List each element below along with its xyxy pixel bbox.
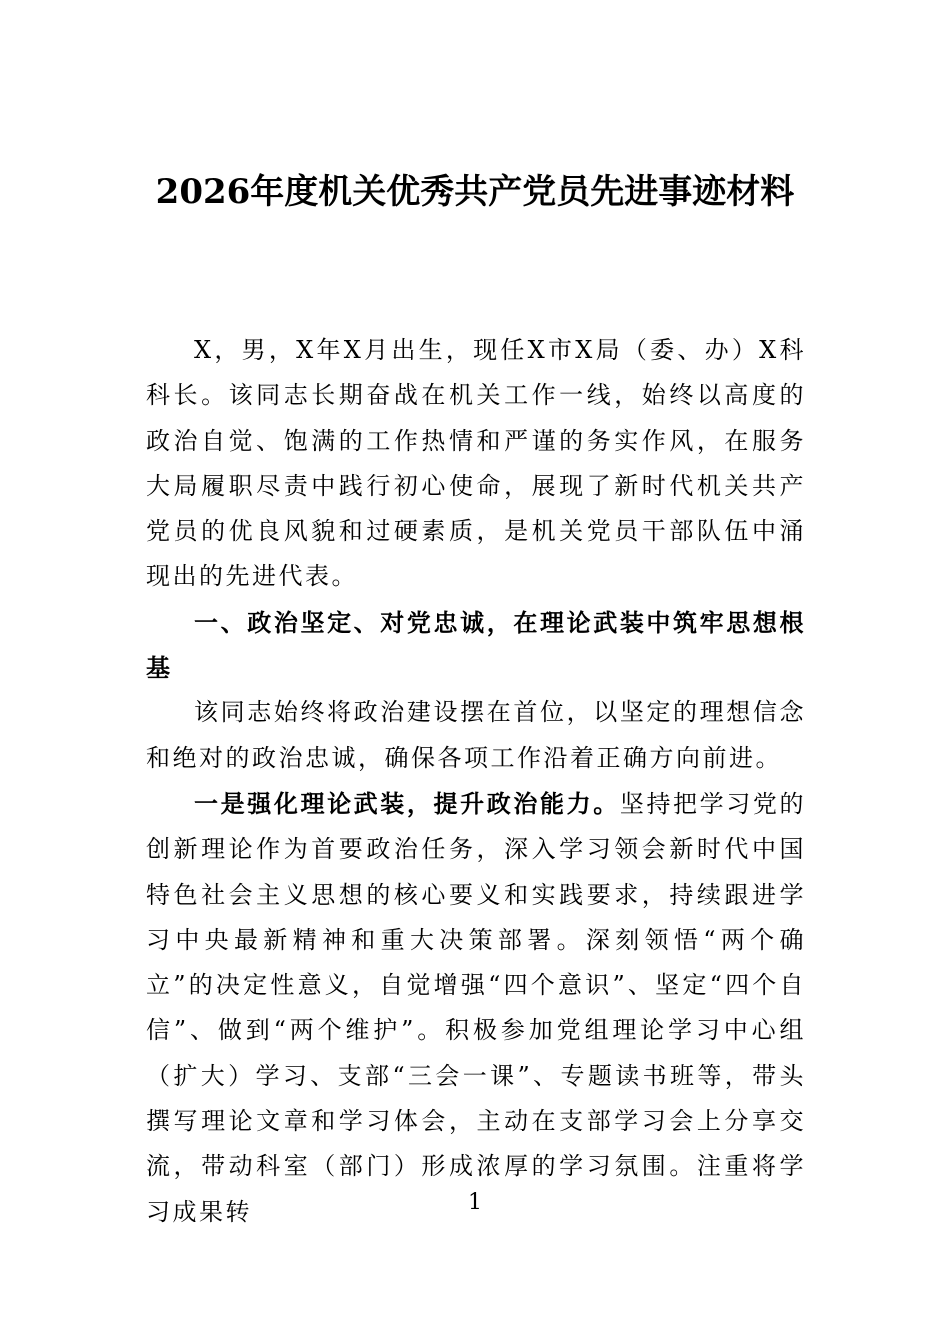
section-heading: 一、政治坚定、对党忠诚，在理论武装中筑牢思想根基 <box>146 607 806 683</box>
intro-paragraph: X，男，X年X月出生，现任X市X局（委、办）X科科长。该同志长期奋战在机关工作一线，始终以高度的政治自觉、饱满的工作热情和严谨的务实作风，在服务大局履职尽责中践行初心使命，展现了新时代机关共产党员的优良风貌和过硬素质，是机关党员干部队伍中涌现出的先进代表。 <box>146 336 806 591</box>
point-body-text: 坚持把学习党的创新理论作为首要政治任务，深入学习领会新时代中国特色社会主义思想的核心要义和实践要求，持续跟进学习中央最新精神和重大决策部署。深刻领悟“两个确立”的决定性意义，自觉增强“四个意识”、坚定“四个自信”、做到“两个维护”。积极参加党组理论学习中心组（扩大）学习、支部“三会一课”、专题读书班等，带头撰写理论文章和学习体会，主动在支部学习会上分享交流，带动科室（部门）形成浓厚的学习氛围。注重将学习成果转 <box>146 789 807 1226</box>
section-intro-paragraph: 该同志始终将政治建设摆在首位，以坚定的理想信念和绝对的政治忠诚，确保各项工作沿着正确方向前进。 <box>146 698 806 772</box>
point-paragraph <box>146 781 806 1235</box>
point-lead-text: 一是强化理论武装，提升政治能力。 <box>194 788 620 818</box>
document-title: 2026年度机关优秀共产党员先进事迹材料 <box>155 172 795 212</box>
document-body <box>146 328 806 1235</box>
page-number: 1 <box>468 1190 482 1215</box>
